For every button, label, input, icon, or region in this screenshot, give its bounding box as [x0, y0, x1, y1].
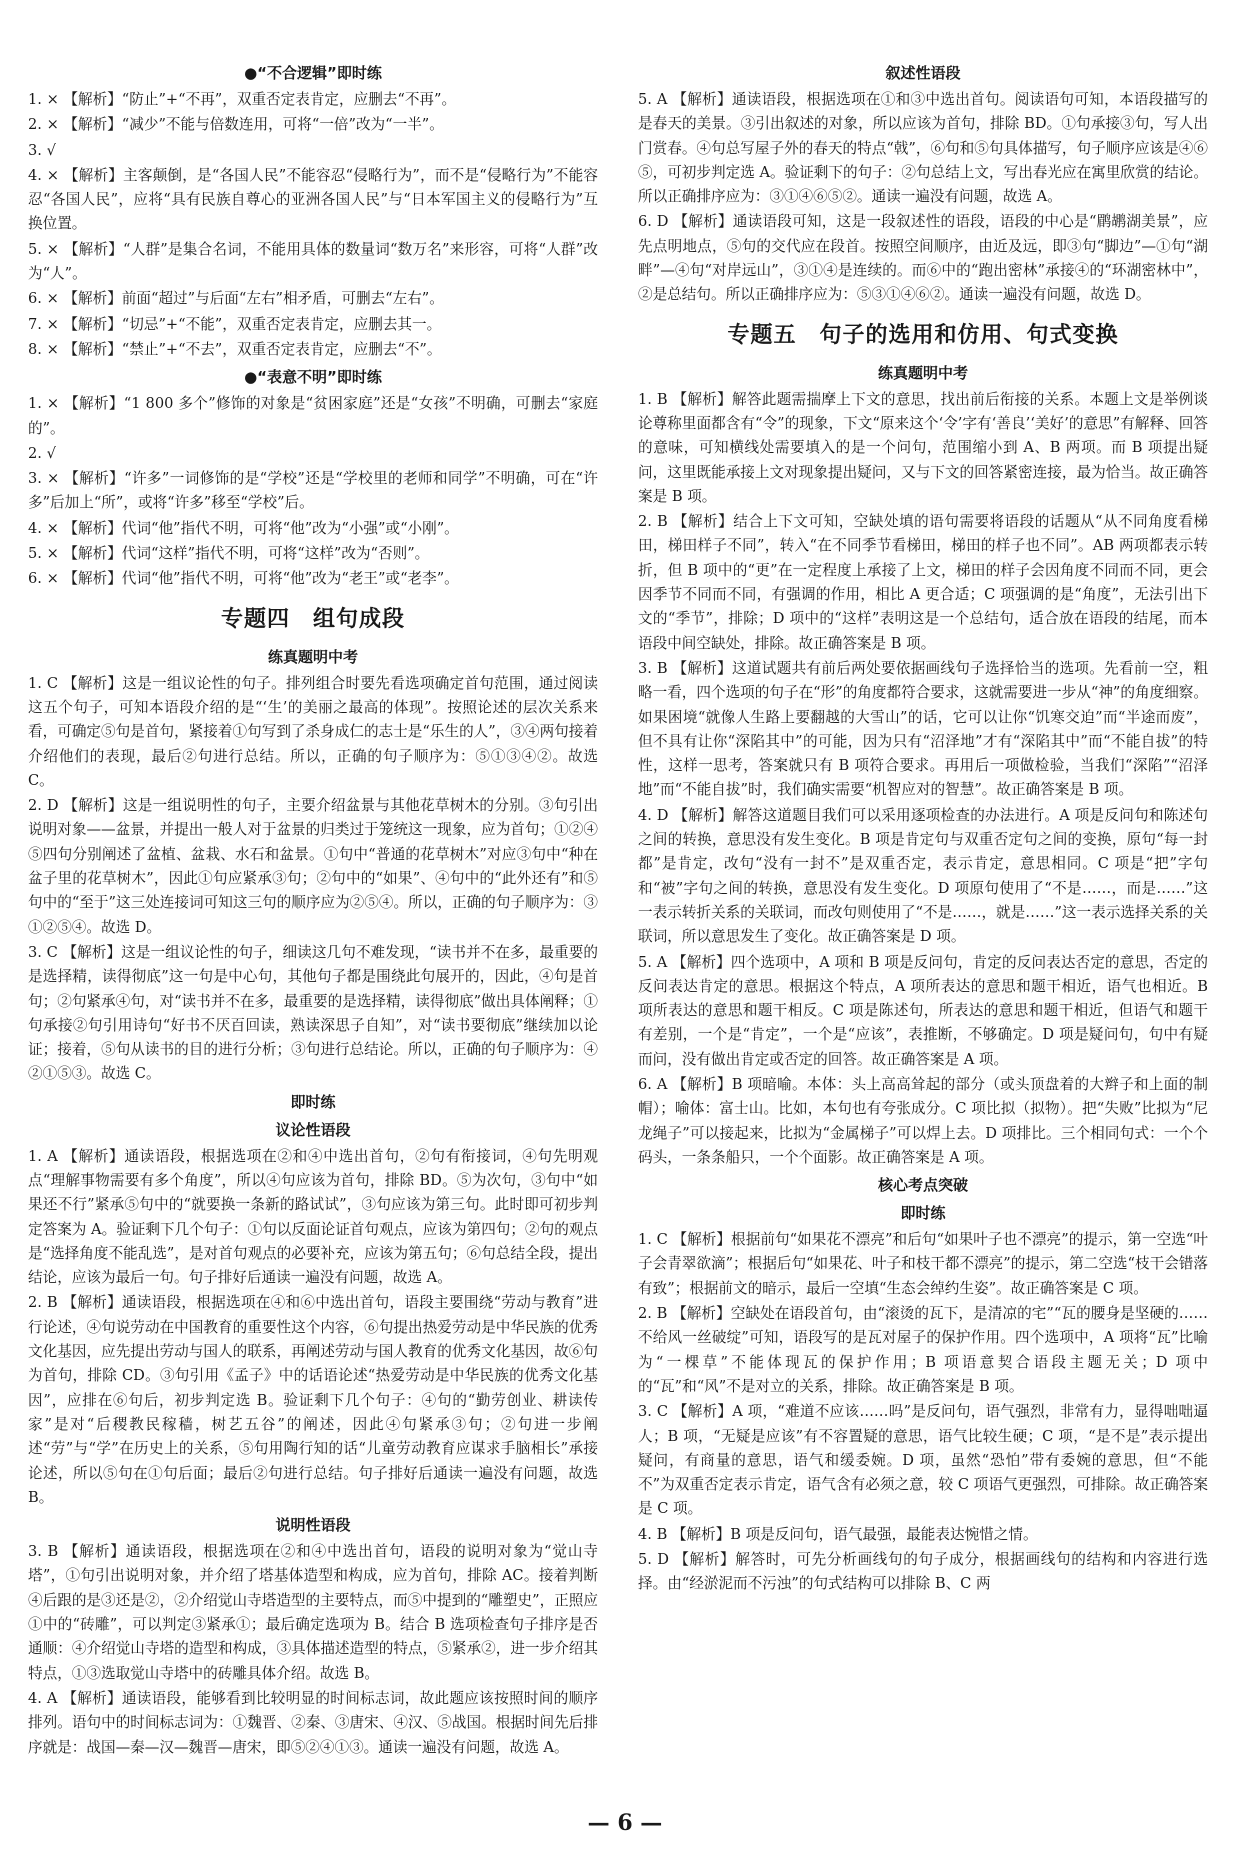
answer-item: 5. × 【解析】“人群”是集合名词，不能用具体的数量词“数万名”来形容，可将“人群”改为“人”。: [28, 240, 598, 283]
right-column: [638, 58, 1208, 1598]
answer-item: 6. × 【解析】前面“超过”与后面“左右”相矛盾，可删去“左右”。: [28, 290, 444, 308]
answer-item: 1. × 【解析】“防止”+“不再”，双重否定表肯定，应删去“不再”。: [28, 91, 457, 108]
page-number: — 6 —: [587, 1810, 663, 1836]
ch4-argumentative-answer-list: [28, 1145, 598, 1510]
unclear-answer-list: [28, 392, 598, 591]
subsection-core-points: 核心考点突破: [877, 1176, 968, 1195]
chapter-title-4: 专题四 组句成段: [220, 606, 405, 632]
ch5-exam-answer-list: [638, 388, 1208, 1171]
section-title-illogical: ●“不合逻辑”即时练: [244, 64, 382, 82]
answer-item: 8. × 【解析】“禁止”+“不去”，双重否定表肯定，应删去“不”。: [28, 340, 442, 358]
answer-item: 2. B 【解析】空缺处在语段首句，由“滚烫的瓦下，是清凉的宅”“瓦的腰身是坚硬的……不给风一丝破绽”可知，语段写的是瓦对屋子的保护作用。四个选项中，A 项将“瓦”比喻为“一棵草”不能体现瓦的保护作用；B 项语意契合语段主题无关；D 项中的“瓦”和“风”不是对立的关系，排除。故正确答案是 B 项。: [638, 1305, 1208, 1395]
subsection-narrative: 叙述性语段: [885, 64, 961, 82]
answer-item: 3. C 【解析】这是一组议论性的句子，细读这几句不难发现，“读书并不在多，最重要的是选择精，读得彻底”这一句是中心句，其他句子都是围绕此句展开的，因此，④句是首句；②句紧承④句，对“读书并不在多，最重要的是选择精，读得彻底”做出具体阐释；①句承接②句引用诗句“好书不厌百回读，熟读深思子自知”，对“读书要彻底”继续加以论证；接着，⑤句从读书的目的进行分析；③句进行总结论。所以，正确的句子顺序为：④②①⑤③。故选 C。: [28, 943, 598, 1083]
subsection-instant-practice: 即时练: [290, 1092, 336, 1111]
answer-item: 4. B 【解析】B 项是反问句，语气最强，最能表达惋惜之情。: [638, 1525, 1038, 1543]
answer-item: 6. D 【解析】通读语段可知，这是一段叙述性的语段，语段的中心是“鹛鹕湖美景”，应先点明地点，⑤句的交代应在段首。按照空间顺序，由近及远，即③句“脚边”—①句“湖畔”—④句“对岸远山”，③①④是连续的。而⑥中的“跑出密林”承接④的“环湖密林中”，②是总结句。所以正确排序应为：⑤③①④⑥②。通读一遍没有问题，故选 D。: [638, 213, 1208, 304]
answer-item: 5. A 【解析】四个选项中，A 项和 B 项是反问句，肯定的反问表达否定的意思，否定的反问表达肯定的意思。根据这个特点，A 项所表达的意思和题干相近，语气也相近。B 项所表达的意思和题干相反。C 项是陈述句，所表达的意思和题干相近，但语气和题干有差别，一个是“肯定”，一个是“应该”，表推断，不够确定。D 项是疑问句，句中有疑而问，没有做出肯定或否定的回答。故正确答案是 A 项。: [638, 953, 1208, 1068]
answer-item: 2. B 【解析】通读语段，根据选项在④和⑥中选出首句，语段主要围绕“劳动与教育”进行论述，④句说劳动在中国教育的重要性这个内容，⑥句提出热爱劳动是中华民族的优秀文化基因，应先提出劳动与国人的联系，再阐述劳动与国人教育的优秀文化基因，故⑥句为首句，排除 CD。③句引用《孟子》中的话语论述“热爱劳动是中华民族的优秀文化基因”，应排在⑥句后，初步判定选 B。验证剩下几个句子：④句的“勤劳创业、耕读传家”是对“后稷教民稼穑，树艺五谷”的阐述，因此④句紧承③句；②句进一步阐述“劳”与“学”在历史上的关系，⑤句用陶行知的话“儿童劳动教育应谋求手脑相长”承接论述，所以⑤句在①句后面；最后②句进行总结。句子排好后通读一遍没有问题，故选 B。: [28, 1294, 598, 1506]
answer-item: 4. A 【解析】通读语段，能够看到比较明显的时间标志词，故此题应该按照时间的顺序排列。语句中的时间标志词为：①魏晋、②秦、③唐宋、④汉、⑤战国。根据时间先后排序就是：战国—秦—汉—魏晋—唐宋，即⑤②④①③。通读一遍没有问题，故选 A。: [28, 1689, 598, 1756]
answer-item: 4. × 【解析】代词“他”指代不明，可将“他”改为“小强”或“小刚”。: [28, 519, 459, 537]
answer-item: 6. A 【解析】B 项暗喻。本体：头上高高耸起的部分（或头顶盘着的大辫子和上面的制帽）；喻体：富士山。比如，本句也有夸张成分。C 项比拟（拟物）。把“失败”比拟为“尼龙绳子”可以接起来，比拟为“金属梯子”可以焊上去。D 项排比。三个相同句式：一个个码头，一条条船只，一个个面影。故正确答案是 A 项。: [638, 1075, 1208, 1166]
answer-item: 3. √: [28, 141, 56, 159]
answer-item: 7. × 【解析】“切忌”+“不能”，双重否定表肯定，应删去其一。: [28, 315, 442, 333]
ch4-narrative-answer-list: [638, 88, 1208, 308]
answer-item: 4. × 【解析】主客颠倒，是“各国人民”不能容忍“侵略行为”，而不是“侵略行为”不能容忍“各国人民”，应将“具有民族自尊心的亚洲各国人民”与“日本军国主义的侵略行为”互换位置。: [28, 166, 598, 233]
answer-item: 2. × 【解析】“减少”不能与倍数连用，可将“一倍”改为“一半”。: [28, 116, 444, 134]
ch4-expository-answer-list: [28, 1540, 598, 1760]
answer-item: 5. A 【解析】通读语段，根据选项在①和③中选出首句。阅读语句可知，本语段描写的是春天的美景。③引出叙述的对象，所以应该为首句，排除 BD。①句承接③句，写人出门赏春。④句总写屋子外的春天的特点“戟”，⑥句和⑤句具体描写，句子顺序应该是④⑥⑤，可初步判定选 A。验证剩下的句子：②句总结上文，写出春光应在寓里欣赏的结论。所以正确排序应为：③①④⑥⑤②。通读一遍没有问题，故选 A。: [638, 91, 1208, 206]
section-title-unclear: ●“表意不明”即时练: [244, 368, 382, 387]
ch4-exam-answer-list: [28, 672, 598, 1087]
subsection-exam-practice: 练真题明中考: [267, 647, 358, 666]
answer-item: 3. × 【解析】“许多”一词修饰的是“学校”还是“学校里的老师和同学”不明确，可在“许多”后加上“所”，或将“许多”移至“学校”后。: [28, 470, 598, 512]
answer-item: 5. × 【解析】代词“这样”指代不明，可将“这样”改为“否则”。: [28, 545, 430, 563]
answer-item: 2. B 【解析】结合上下文可知，空缺处填的语句需要将语段的话题从“从不同角度看梯田，梯田样子不同”，转入“在不同季节看梯田，梯田的样子也不同”。AB 两项都表示转折，但 B 项中的“更”在一定程度上承接了上文，梯田的样子会因角度不同而不同，更会因季节不同而不同，有强调的作用，相比 A 更合适；C 项强调的是“角度”，无法引出下文的“季节”，排除；D 项中的“这样”表明这是一个总结句，适合放在语段的结尾，而本语段中间空缺处，排除。故正确答案是 B 项。: [638, 513, 1208, 652]
answer-item: 3. C 【解析】A 项，“难道不应该……吗”是反问句，语气强烈，非常有力，显得咄咄逼人；B 项，“无疑是应该”有不容置疑的意思，语气比较生硬；C 项，“是不是”表示提出疑问，有商量的意思，语气和缓委婉。D 项，虽然“恐怕”带有委婉的意思，但“不能不”为双重否定表示肯定，语气含有必须之意，较 C 项语气更强烈，可排除。故正确答案是 C 项。: [638, 1403, 1208, 1518]
answer-item: 2. D 【解析】这是一组说明性的句子，主要介绍盆景与其他花草树木的分别。③句引出说明对象——盆景，并提出一般人对于盆景的归类过于笼统这一现象，应为首句；①②④⑤四句分别阐述了盆植、盆栽、水石和盆景。①句中“普通的花草树木”对应③句中“种在盆子里的花草树木”，因此①句应紧承③句；②句中的“如果”、④句中的“此外还有”和⑤句中的“至于”这三处连接词可知这三句的顺序应为②⑤④。所以，正确的句子顺序为：③①②⑤④。故选 D。: [28, 797, 598, 936]
answer-item: 1. B 【解析】解答此题需揣摩上下文的意思，找出前后衔接的关系。本题上文是举例谈论尊称里面都含有“令”的现象，下文“原来这个‘令’字有‘善良’‘美好’的意思”有解释、回答的意味，可知横线处需要填入的是一个问句，范围缩小到 A、B 两项。而 B 项提出疑问，这里既能承接上文对现象提出疑问，又与下文的回答紧密连接，最为恰当。故正确答案是 B 项。: [638, 390, 1208, 505]
answer-item: 4. D 【解析】解答这道题目我们可以采用逐项检查的办法进行。A 项是反问句和陈述句之间的转换，意思没有发生变化。B 项是肯定句与双重否定句之间的变换，原句“每一封都”是肯定，改句“没有一封不”是双重否定，表示肯定，意思相同。C 项是“把”字句和“被”字句之间的转换，意思没有发生变化。D 项原句使用了“不是……，而是……”这一表示转折关系的关联词，而改句则使用了“不是……，就是……”这一表示选择关系的关联词，所以意思发生了变化。故正确答案是 D 项。: [638, 806, 1208, 946]
ch5-instant-answer-list: [638, 1228, 1208, 1596]
subsection-expository: 说明性语段: [275, 1516, 351, 1535]
answer-item: 1. C 【解析】根据前句“如果花不漂亮”和后句“如果叶子也不漂亮”的提示，第一空选“叶子会青翠欲滴”；根据后句“如果花、叶子和枝干都不漂亮”的提示，第二空选“枝干会错落有致”；根据前文的暗示，最后一空填“生态会绰约生姿”。故正确答案是 C 项。: [638, 1231, 1208, 1297]
answer-item: 5. D 【解析】解答时，可先分析画线句的句子成分，根据画线句的结构和内容进行选择。由“经淤泥而不污浊”的句式结构可以排除 B、C 两: [638, 1551, 1208, 1593]
answer-item: 6. × 【解析】代词“他”指代不明，可将“他”改为“老王”或“老李”。: [28, 570, 459, 588]
subsection-argumentative: 议论性语段: [275, 1120, 351, 1139]
subsection-instant-practice-5: 即时练: [900, 1204, 946, 1223]
answer-item: 1. C 【解析】这是一组议论性的句子。排列组合时要先看选项确定首句范围，通过阅读这五个句子，可知本语段介绍的是“‘生’的美丽之最高的体现”。按照论述的层次关系来看，可确定⑤句是首句，紧接着①句写到了杀身成仁的志士是“乐生的人”，③④两句接着介绍他们的表现，最后②句进行总结。所以，正确的句子顺序为：⑤①③④②。故选 C。: [28, 674, 598, 789]
left-column: [28, 58, 598, 1761]
answer-item: 3. B 【解析】通读语段，根据选项在②和④中选出首句，语段的说明对象为“觉山寺塔”，①句引出说明对象，并介绍了塔基体造型和构成，应为首句，排除 AC。接着判断④后跟的是③还是②，②介绍觉山寺塔造型的主要特点，而⑤中提到的“雕塑史”，正照应①中的“砖雕”，可以判定③紧承①；最后确定选项为 B。结合 B 选项检查句子排序是否通顺：④介绍觉山寺塔的造型和构成，③具体描述造型的特点，⑤紧承②，进一步介绍其特点，①③选取觉山寺塔中的砖雕具体介绍。故选 B。: [28, 1543, 598, 1682]
illogical-answer-list: [28, 88, 598, 362]
answer-item: 1. A 【解析】通读语段，根据选项在②和④中选出首句，②句有衔接词，④句先明观点“理解事物需要有多个角度”，所以④句应该为首句，排除 BD。⑤为次句，③句中“如果还不行”紧承⑤句中的“就要换一条新的路试试”，③句应该为第三句。此时即可初步判定答案为 A。验证剩下几个句子：①句以反面论证首句观点，应该为第四句；②句的观点是“选择角度不能乱选”，是对首句观点的必要补充，应该为第五句；⑥句总结全段，提出结论，应该为最后一句。句子排好后通读一遍没有问题，故选 A。: [28, 1147, 598, 1287]
subsection-exam-practice-5: 练真题明中考: [877, 363, 968, 382]
answer-item: 1. × 【解析】“1 800 多个”修饰的对象是“贫困家庭”还是“女孩”不明确，可删去“家庭的”。: [28, 395, 598, 437]
chapter-title-5: 专题五 句子的选用和仿用、句式变换: [727, 322, 1119, 348]
answer-item: 2. √: [28, 444, 56, 462]
answer-item: 3. B 【解析】这道试题共有前后两处要依据画线句子选择恰当的选项。先看前一空，粗略一看，四个选项的句子在“形”的角度都符合要求，这就需要进一步从“神”的角度细察。如果困境“就像人生路上要翻越的大雪山”的话，它可以让你“饥寒交迫”而“半途而废”，但不具有让你“深陷其中”的可能，因为只有“沼泽地”才有“深陷其中”而“不能自拔”的特性，这样一思考，答案就只有 B 项符合要求。再用后一项做检验，当我们“深陷”“沼泽地”而“不能自拔”时，我们确实需要“机智应对的智慧”。故正确答案是 B 项。: [638, 659, 1208, 799]
